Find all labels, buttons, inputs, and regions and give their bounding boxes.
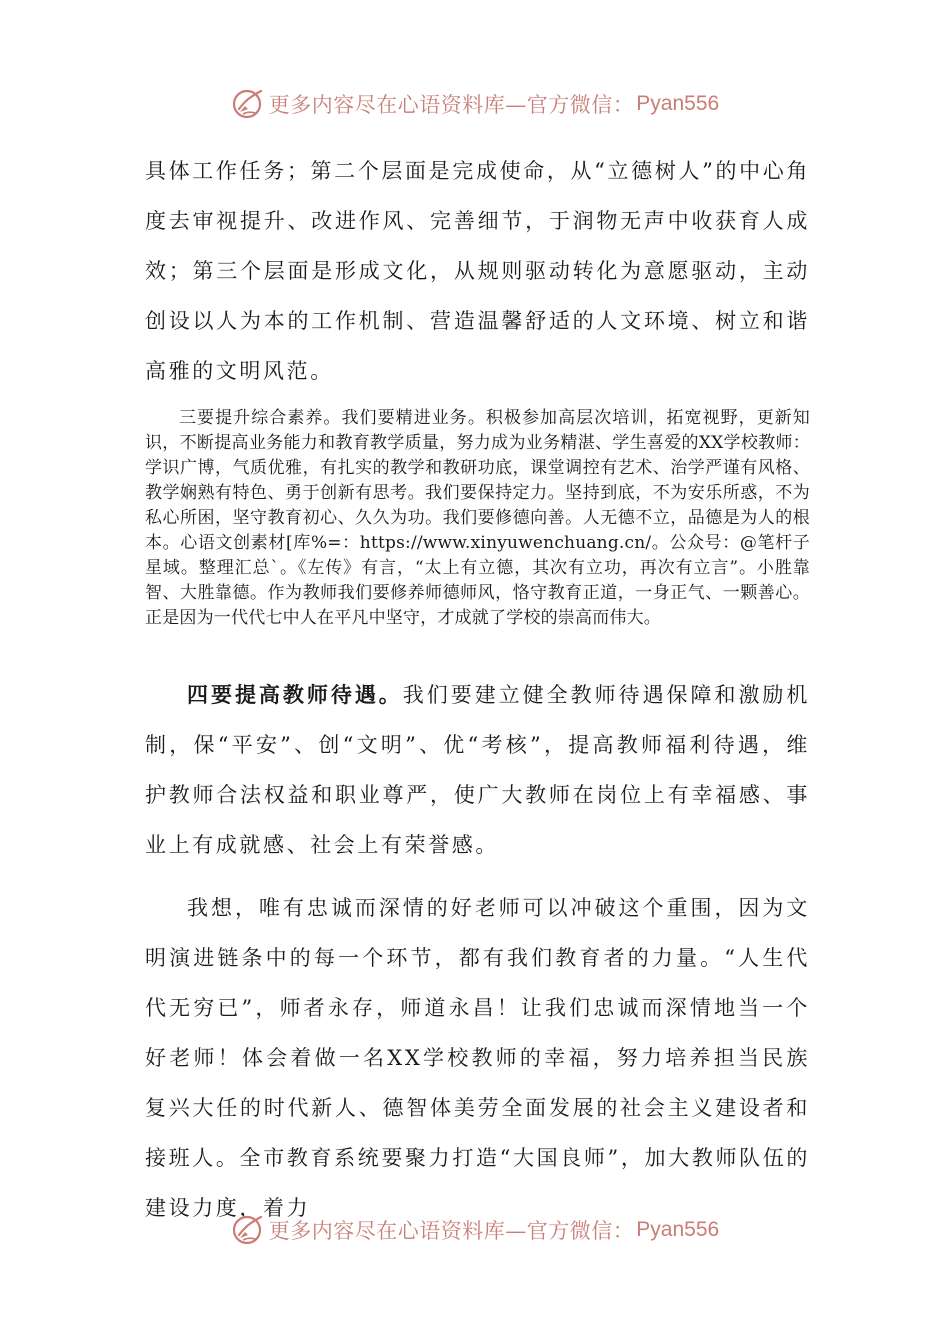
paragraph-teacher-benefits bbox=[145, 670, 810, 870]
paragraph-text: 我想，唯有忠诚而深情的好老师可以冲破这个重围，因为文明演进链条中的每一个环节，都有我们教育者的力量。“人生代代无穷已”，师者永存，师道永昌！让我们忠诚而深情地当一个好老师！体会着做一名XX学校教师的幸福，努力培养担当民族复兴大任的时代新人、德智体美劳全面发展的社会主义建设者和接班人。全市教育系统要聚力打造“大国良师”，加大教师队伍的建设力度，着力 bbox=[145, 896, 810, 1220]
paragraph-lead-heading: 四要提高教师待遇。 bbox=[187, 682, 403, 707]
banner-wechat-handle: Pyan556 bbox=[636, 92, 720, 115]
footer-banner bbox=[0, 1210, 950, 1250]
banner-wechat-handle: Pyan556 bbox=[636, 1218, 720, 1241]
paragraph-improve-literacy bbox=[145, 406, 810, 631]
banner-text: 更多内容尽在心语资料库—官方微信： bbox=[268, 93, 635, 117]
paragraph-closing bbox=[145, 883, 810, 1233]
pen-circle-logo-icon bbox=[231, 1213, 265, 1247]
header-banner bbox=[0, 84, 950, 124]
paragraph-text bbox=[145, 670, 810, 870]
paragraph-text: 三要提升综合素养。我们要精进业务。积极参加高层次培训，拓宽视野，更新知识，不断提高业务能力和教育教学质量，努力成为业务精湛、学生喜爱的XX学校教师：学识广博，气质优雅，有扎实的教学和教研功底，课堂调控有艺术、治学严谨有风格、教学娴熟有特色、勇于创新有思考。我们要保持定力。坚持到底，不为安乐所惑，不为私心所困，坚守教育初心、久久为功。我们要修德向善。人无德不立，品德是为人的根本。心语文创素材[库%=：https://www.xinyuwenchuang.cn/。公众号：@笔杆子星域。整理汇总`。《左传》有言，“太上有立德，其次有立功，再次有立言”。小胜靠智、大胜靠德。作为教师我们要修养师德师风，恪守教育正道，一身正气、一颗善心。正是因为一代代七中人在平凡中坚守，才成就了学校的崇高而伟大。 bbox=[145, 408, 810, 628]
banner-text: 更多内容尽在心语资料库—官方微信： bbox=[268, 1219, 635, 1243]
paragraph-body: 我们要建立健全教师待遇保障和激励机制，保“平安”、创“文明”、优“考核”，提高教师福利待遇，维护教师合法权益和职业尊严，使广大教师在岗位上有幸福感、事业上有成就感、社会上有荣誉感。 bbox=[145, 683, 810, 857]
pen-circle-logo-icon bbox=[231, 87, 265, 121]
paragraph-text: 具体工作任务；第二个层面是完成使命，从“立德树人”的中心角度去审视提升、改进作风、完善细节，于润物无声中收获育人成效；第三个层面是形成文化，从规则驱动转化为意愿驱动，主动创设以人为本的工作机制、营造温馨舒适的人文环境、树立和谐高雅的文明风范。 bbox=[145, 159, 810, 383]
paragraph-continuation bbox=[145, 146, 810, 396]
